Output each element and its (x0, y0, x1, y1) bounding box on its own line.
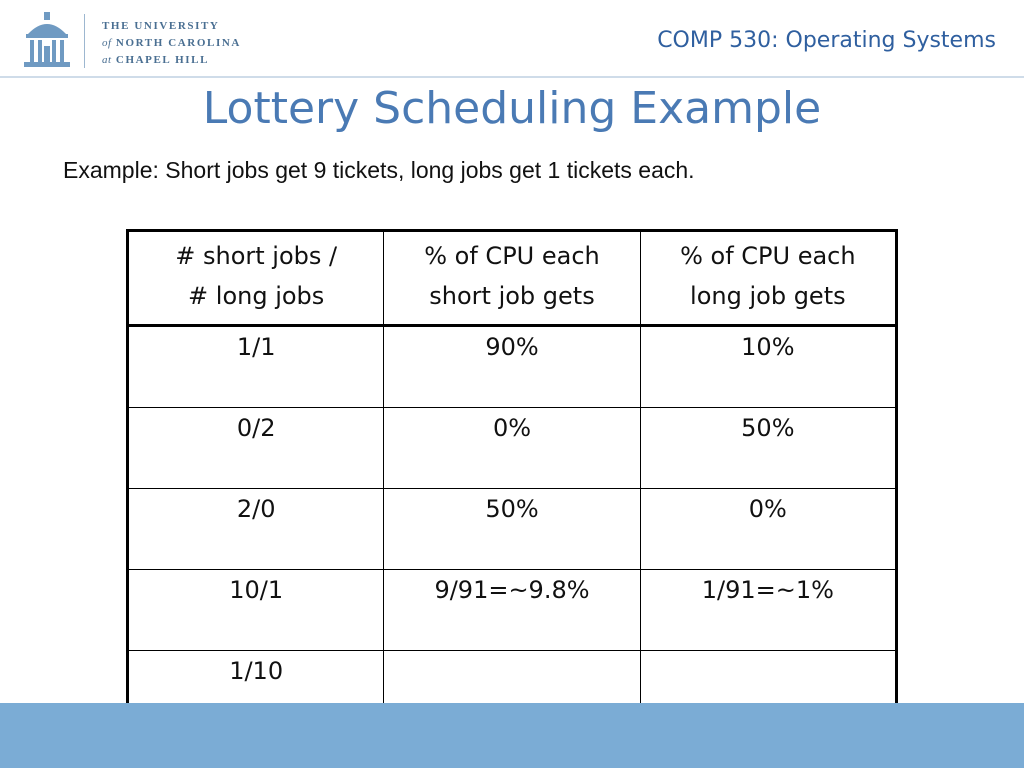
table-cell: 50% (640, 408, 896, 489)
logo-line-3 (102, 52, 241, 69)
table-row (128, 489, 897, 570)
header-line: # long jobs (188, 282, 325, 310)
table-cell: 1/91=~1% (640, 570, 896, 651)
old-well-icon (22, 10, 72, 70)
logo-line-2 (102, 35, 241, 52)
logo-wordmark (102, 18, 241, 69)
footer-band (0, 703, 1024, 768)
header-divider (0, 76, 1024, 78)
header-line: long job gets (690, 282, 846, 310)
table-cell: 0% (640, 489, 896, 570)
logo-line-3-at: at (102, 54, 112, 66)
table-cell: 2/0 (128, 489, 384, 570)
course-title: COMP 530: Operating Systems (657, 28, 996, 53)
table-header-row (128, 231, 897, 326)
logo-line-1: THE UNIVERSITY (102, 20, 220, 32)
header-cell-short-cpu (384, 231, 640, 326)
table-cell: 0% (384, 408, 640, 489)
slide-header (0, 0, 1024, 80)
logo-line-2-of: of (102, 37, 112, 49)
slide-title: Lottery Scheduling Example (202, 83, 822, 134)
header-line: % of CPU each (680, 242, 856, 270)
slide-subtitle: Example: Short jobs get 9 tickets, long jobs get 1 tickets each. (63, 157, 695, 183)
logo-line-2-rest: NORTH CAROLINA (115, 37, 241, 49)
header-cell-long-cpu (640, 231, 896, 326)
scheduling-table (126, 229, 898, 734)
table-cell: 50% (384, 489, 640, 570)
table-cell: 0/2 (128, 408, 384, 489)
table-cell: 10% (640, 326, 896, 408)
logo-line-3-rest: CHAPEL HILL (115, 54, 210, 66)
header-line: # short jobs / (175, 242, 338, 270)
table-cell: 9/91=~9.8% (384, 570, 640, 651)
header-cell-job-ratio (128, 231, 384, 326)
table-cell: 90% (384, 326, 640, 408)
table-cell: 1/1 (128, 326, 384, 408)
table-cell: 10/1 (128, 570, 384, 651)
header-line: % of CPU each (424, 242, 600, 270)
table-cell: 1/10 (128, 651, 384, 733)
table-row (128, 326, 897, 408)
table-row (128, 408, 897, 489)
university-logo (22, 10, 262, 70)
header-line: short job gets (429, 282, 595, 310)
table-row (128, 570, 897, 651)
logo-divider (84, 14, 85, 68)
